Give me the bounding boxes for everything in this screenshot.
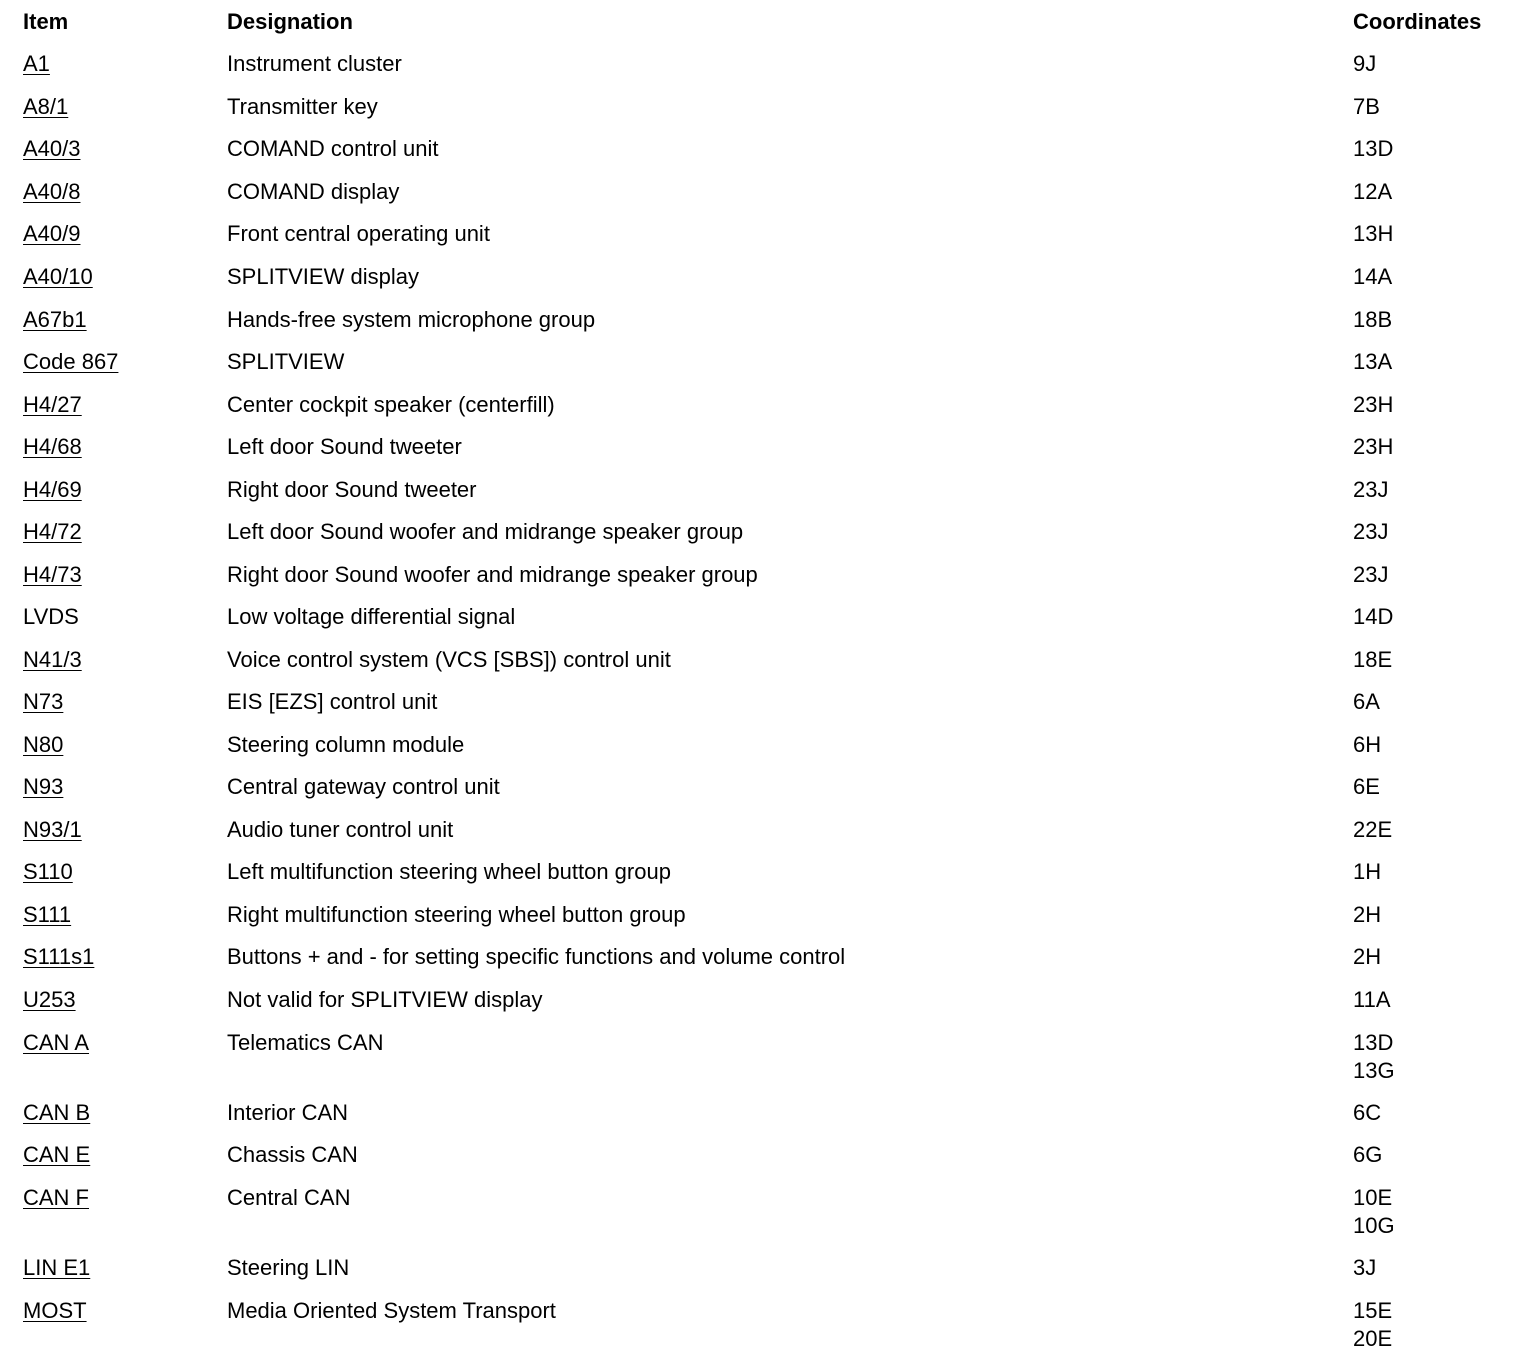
header-designation: Designation <box>227 9 353 34</box>
coordinates-cell <box>1353 1184 1395 1240</box>
coordinates-cell <box>1353 178 1392 206</box>
coordinates-cell <box>1353 50 1376 78</box>
item-link[interactable]: N80 <box>23 732 64 757</box>
coordinate-value: 23H <box>1353 392 1394 417</box>
designation-text: Right door Sound tweeter <box>227 477 477 502</box>
coordinates-cell <box>1353 1099 1381 1127</box>
item-link[interactable]: CAN A <box>23 1030 90 1055</box>
designation-text: Transmitter key <box>227 94 378 119</box>
coordinate-value: 6A <box>1353 689 1380 714</box>
item-link[interactable]: A67b1 <box>23 307 87 332</box>
designation-text: Audio tuner control unit <box>227 817 454 842</box>
coordinates-cell <box>1353 518 1388 546</box>
coordinates-cell <box>1353 773 1380 801</box>
coordinate-value: 2H <box>1353 902 1382 927</box>
coordinate-value: 13D <box>1353 1030 1394 1055</box>
designation-text: Central CAN <box>227 1185 351 1210</box>
designation-text: Telematics CAN <box>227 1030 384 1055</box>
designation-text: SPLITVIEW display <box>227 264 419 289</box>
item-link[interactable]: N93/1 <box>23 817 82 842</box>
coordinates-cell <box>1353 306 1392 334</box>
coordinates-cell <box>1353 135 1393 163</box>
item-link[interactable]: H4/68 <box>23 434 82 459</box>
designation-text: Central gateway control unit <box>227 774 500 799</box>
item-link[interactable]: S111s1 <box>23 944 95 969</box>
coordinate-value: 23H <box>1353 434 1394 459</box>
designation-text: Center cockpit speaker (centerfill) <box>227 392 555 417</box>
coordinates-cell <box>1353 1297 1392 1353</box>
item-link[interactable]: H4/73 <box>23 562 82 587</box>
item-link[interactable]: U253 <box>23 987 76 1012</box>
coordinate-value: 15E <box>1353 1298 1393 1323</box>
item-link[interactable]: S111 <box>23 902 72 927</box>
item-link[interactable]: Code 867 <box>23 349 119 374</box>
item-link[interactable]: A8/1 <box>23 94 69 119</box>
designation-text: Right door Sound woofer and midrange speaker group <box>227 562 758 587</box>
item-link[interactable]: A40/8 <box>23 179 81 204</box>
item-link[interactable]: CAN F <box>23 1185 89 1210</box>
coordinate-value: 14D <box>1353 604 1394 629</box>
coordinates-cell <box>1353 263 1392 291</box>
item-link[interactable]: N93 <box>23 774 64 799</box>
item-link[interactable]: H4/69 <box>23 477 82 502</box>
designation-text: Steering column module <box>227 732 465 757</box>
item-link[interactable]: H4/72 <box>23 519 82 544</box>
designation-text: Low voltage differential signal <box>227 604 516 629</box>
coordinates-cell <box>1353 731 1381 759</box>
coordinates-cell <box>1353 476 1388 504</box>
designation-text: Front central operating unit <box>227 221 490 246</box>
designation-text: Media Oriented System Transport <box>227 1298 556 1323</box>
coordinate-value: 13H <box>1353 221 1394 246</box>
coordinate-value: 10G <box>1353 1213 1395 1238</box>
coordinates-cell <box>1353 858 1381 886</box>
item-link[interactable]: A1 <box>23 51 50 76</box>
coordinates-cell <box>1353 816 1392 844</box>
coordinate-value: 2H <box>1353 944 1382 969</box>
designation-text: Hands-free system microphone group <box>227 307 596 332</box>
coordinates-cell <box>1353 1254 1376 1282</box>
coordinates-cell <box>1353 603 1393 631</box>
coordinate-value: 13D <box>1353 136 1394 161</box>
coordinates-cell <box>1353 646 1392 674</box>
coordinate-value: 9J <box>1353 51 1377 76</box>
item-link[interactable]: N41/3 <box>23 647 82 672</box>
item-link[interactable]: A40/3 <box>23 136 81 161</box>
coordinate-value: 18B <box>1353 307 1393 332</box>
coordinate-value: 10E <box>1353 1185 1393 1210</box>
coordinate-value: 1H <box>1353 859 1382 884</box>
coordinate-value: 13G <box>1353 1058 1395 1083</box>
coordinate-value: 23J <box>1353 477 1389 502</box>
coordinate-value: 6C <box>1353 1100 1382 1125</box>
designation-text: Chassis CAN <box>227 1142 358 1167</box>
designation-text: Buttons + and - for setting specific functions and volume control <box>227 944 846 969</box>
designation-text: EIS [EZS] control unit <box>227 689 438 714</box>
item-link[interactable]: A40/10 <box>23 264 93 289</box>
coordinates-cell <box>1353 1029 1395 1085</box>
designation-text: Not valid for SPLITVIEW display <box>227 987 543 1012</box>
header-item: Item <box>23 9 69 34</box>
coordinates-cell <box>1353 561 1388 589</box>
item-link[interactable]: N73 <box>23 689 64 714</box>
coordinate-value: 22E <box>1353 817 1393 842</box>
coordinate-value: 14A <box>1353 264 1393 289</box>
coordinate-value: 7B <box>1353 94 1380 119</box>
item-link[interactable]: S110 <box>23 859 73 884</box>
designation-text: Left door Sound tweeter <box>227 434 462 459</box>
coordinate-value: 6H <box>1353 732 1382 757</box>
item-link[interactable]: CAN E <box>23 1142 91 1167</box>
item-link[interactable]: H4/27 <box>23 392 82 417</box>
designation-text: Left door Sound woofer and midrange speaker group <box>227 519 744 544</box>
coordinate-value: 12A <box>1353 179 1393 204</box>
coordinate-value: 23J <box>1353 519 1389 544</box>
designation-text: COMAND display <box>227 179 400 204</box>
coordinate-value: 18E <box>1353 647 1393 672</box>
item-link[interactable]: A40/9 <box>23 221 81 246</box>
coordinates-cell <box>1353 93 1380 121</box>
coordinate-value: 11A <box>1353 987 1391 1012</box>
coordinate-value: 20E <box>1353 1326 1393 1351</box>
coordinates-cell <box>1353 391 1393 419</box>
coordinates-cell <box>1353 433 1393 461</box>
designation-text: Right multifunction steering wheel button group <box>227 902 686 927</box>
item-code: LVDS <box>23 604 79 629</box>
coordinates-cell <box>1353 943 1381 971</box>
designation-text: Instrument cluster <box>227 51 402 76</box>
coordinate-value: 23J <box>1353 562 1389 587</box>
designation-text: Steering LIN <box>227 1255 350 1280</box>
coordinates-cell <box>1353 220 1393 248</box>
coordinates-cell <box>1353 901 1381 929</box>
coordinates-cell <box>1353 1141 1382 1169</box>
item-link[interactable]: MOST <box>23 1298 87 1323</box>
coordinate-value: 6E <box>1353 774 1380 799</box>
designation-text: Voice control system (VCS [SBS]) control unit <box>227 647 671 672</box>
item-link[interactable]: CAN B <box>23 1100 91 1125</box>
coordinates-cell <box>1353 688 1380 716</box>
coordinate-value: 13A <box>1353 349 1393 374</box>
coordinate-value: 3J <box>1353 1255 1377 1280</box>
designation-text: COMAND control unit <box>227 136 439 161</box>
header-coordinates: Coordinates <box>1353 9 1482 34</box>
coordinates-cell <box>1353 348 1392 376</box>
item-link[interactable]: LIN E1 <box>23 1255 91 1280</box>
designation-text: Left multifunction steering wheel button group <box>227 859 671 884</box>
designation-text: Interior CAN <box>227 1100 349 1125</box>
coordinate-value: 6G <box>1353 1142 1383 1167</box>
coordinates-cell <box>1353 986 1391 1014</box>
designation-text: SPLITVIEW <box>227 349 345 374</box>
